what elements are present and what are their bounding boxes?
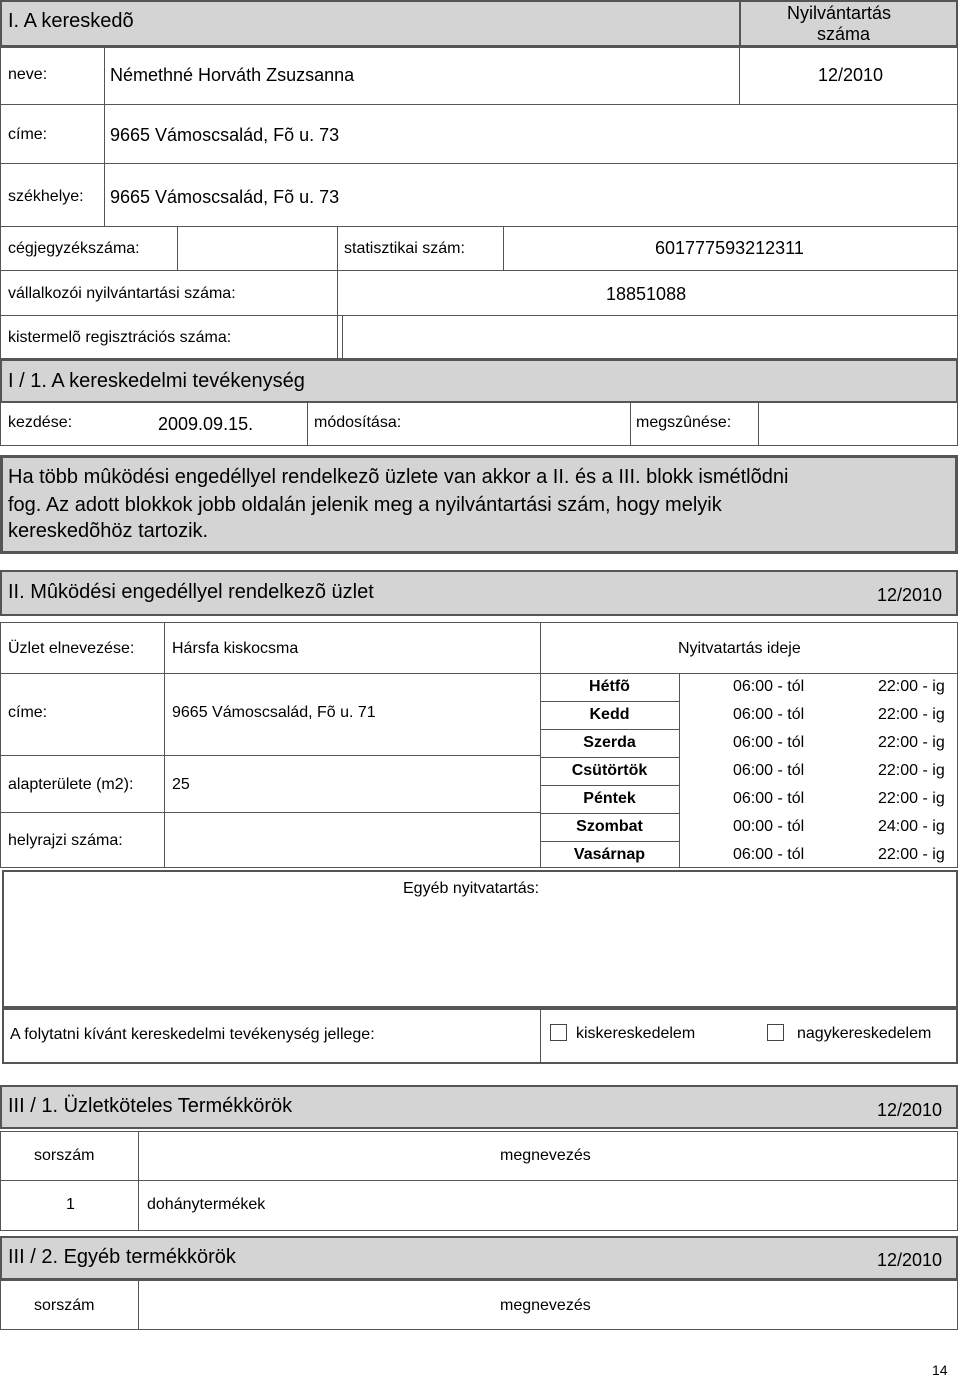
products2-table: [0, 1280, 958, 1330]
company-reg-row: [0, 226, 958, 271]
products2-col-name: megnevezés: [500, 1297, 591, 1314]
retail-checkbox[interactable]: [550, 1024, 567, 1041]
activity-dates-row: [0, 402, 958, 446]
divider: [540, 729, 679, 730]
hours-day: Péntek: [583, 790, 636, 807]
entrepreneur-label: vállalkozói nyilvántartási száma:: [8, 285, 236, 302]
notice-line-2: fog. Az adott blokkok jobb oldalán jelenik meg a nyilvántartási szám, hogy melyik: [8, 494, 722, 516]
divider: [0, 812, 541, 813]
products1-col-number: sorszám: [34, 1147, 95, 1164]
products1-reg-number: 12/2010: [877, 1100, 943, 1120]
products1-col-name: megnevezés: [500, 1147, 591, 1164]
hours-from: 06:00 - tól: [733, 706, 805, 723]
divider: [104, 104, 105, 164]
products2-col-number: sorszám: [34, 1297, 95, 1314]
activity-nature-label: A folytatni kívánt kereskedelmi tevékenység jellege:: [10, 1026, 375, 1043]
divider: [739, 0, 741, 47]
wholesale-label: nagykereskedelem: [797, 1025, 932, 1042]
hours-to: 24:00 - ig: [878, 818, 945, 835]
address-value: 9665 Vámoscsalád, Fõ u. 73: [110, 125, 340, 145]
page-number: 14: [932, 1362, 948, 1378]
hours-to: 22:00 - ig: [878, 762, 945, 779]
hours-to: 22:00 - ig: [878, 706, 945, 723]
plot-number-label: helyrajzi száma:: [8, 832, 123, 849]
hours-from: 06:00 - tól: [733, 678, 805, 695]
divider: [104, 163, 105, 227]
hours-day: Szerda: [583, 734, 636, 751]
hours-to: 22:00 - ig: [878, 678, 945, 695]
end-date-label: megszûnése:: [636, 414, 732, 431]
products1-row-number: 1: [66, 1196, 75, 1213]
divider: [164, 622, 165, 674]
hours-to: 22:00 - ig: [878, 790, 945, 807]
stat-number-value: 601777593212311: [655, 238, 804, 258]
shop-name-label: Üzlet elnevezése:: [8, 640, 135, 657]
divider: [739, 47, 740, 105]
divider: [540, 785, 679, 786]
trader-section-title: I. A kereskedõ: [8, 10, 134, 32]
reg-number-label-2: száma: [817, 24, 871, 44]
shop-section-title: II. Mûködési engedéllyel rendelkezõ üzlet: [8, 581, 374, 603]
divider: [540, 701, 679, 702]
products1-table: [0, 1131, 958, 1231]
seat-value: 9665 Vámoscsalád, Fõ u. 73: [110, 187, 340, 207]
entrepreneur-value: 18851088: [606, 284, 687, 304]
producer-label: kistermelõ regisztrációs száma:: [8, 329, 232, 346]
hours-from: 06:00 - tól: [733, 762, 805, 779]
divider: [337, 226, 338, 271]
divider: [540, 841, 679, 842]
hours-to: 22:00 - ig: [878, 734, 945, 751]
notice-line-3: kereskedõhöz tartozik.: [8, 520, 209, 542]
hours-day: Kedd: [589, 706, 630, 723]
divider: [758, 402, 759, 446]
start-date-value: 2009.09.15.: [158, 414, 254, 434]
products1-row-name: dohánytermékek: [147, 1196, 266, 1213]
name-value: Némethné Horváth Zsuzsanna: [110, 65, 355, 85]
hours-from: 06:00 - tól: [733, 734, 805, 751]
notice-line-1: Ha több mûködési engedéllyel rendelkezõ üzlete van akkor a II. és a III. blokk ismétlõdni: [8, 466, 789, 488]
shop-area-value: 25: [172, 776, 190, 793]
hours-day: Hétfõ: [589, 678, 630, 695]
divider: [177, 226, 178, 271]
divider: [0, 1180, 958, 1181]
retail-label: kiskereskedelem: [576, 1025, 696, 1042]
divider: [540, 813, 679, 814]
divider: [337, 315, 338, 359]
divider: [503, 226, 504, 271]
divider: [630, 402, 631, 446]
hours-day: Vasárnap: [573, 846, 646, 863]
products2-section-title: III / 2. Egyéb termékkörök: [8, 1246, 236, 1268]
divider: [540, 757, 679, 758]
divider: [138, 1131, 139, 1231]
divider: [679, 673, 680, 868]
shop-address-label: címe:: [8, 704, 48, 721]
products1-section-title: III / 1. Üzletköteles Termékkörök: [8, 1095, 293, 1117]
products2-reg-number: 12/2010: [877, 1250, 943, 1270]
reg-number-label: Nyilvántartás: [787, 3, 892, 23]
hours-from: 00:00 - tól: [733, 818, 805, 835]
shop-reg-number: 12/2010: [877, 585, 943, 605]
name-label: neve:: [8, 66, 48, 83]
start-date-label: kezdése:: [8, 414, 73, 431]
address-label: címe:: [8, 126, 48, 143]
company-reg-label: cégjegyzékszáma:: [8, 240, 140, 257]
opening-hours-title: Nyitvatartás ideje: [678, 640, 801, 657]
divider: [104, 47, 105, 105]
divider: [540, 622, 541, 674]
shop-area-label: alapterülete (m2):: [8, 776, 134, 793]
divider: [342, 315, 343, 359]
activity-section-title: I / 1. A kereskedelmi tevékenység: [8, 370, 305, 392]
shop-name-value: Hársfa kiskocsma: [172, 640, 299, 657]
seat-label: székhelye:: [8, 188, 84, 205]
divider: [138, 1280, 139, 1330]
reg-number-value: 12/2010: [818, 65, 884, 85]
hours-day: Szombat: [576, 818, 643, 835]
shop-name-row: [0, 622, 958, 674]
other-hours-label: Egyéb nyitvatartás:: [403, 880, 540, 897]
modified-date-label: módosítása:: [314, 414, 402, 431]
hours-from: 06:00 - tól: [733, 846, 805, 863]
hours-day: Csütörtök: [571, 762, 648, 779]
shop-address-value: 9665 Vámoscsalád, Fõ u. 71: [172, 704, 376, 721]
wholesale-checkbox[interactable]: [767, 1024, 784, 1041]
divider: [164, 673, 165, 868]
stat-number-label: statisztikai szám:: [344, 240, 465, 257]
hours-to: 22:00 - ig: [878, 846, 945, 863]
hours-from: 06:00 - tól: [733, 790, 805, 807]
divider: [307, 402, 308, 446]
divider: [0, 755, 541, 756]
divider: [540, 1008, 541, 1064]
divider: [337, 270, 338, 316]
